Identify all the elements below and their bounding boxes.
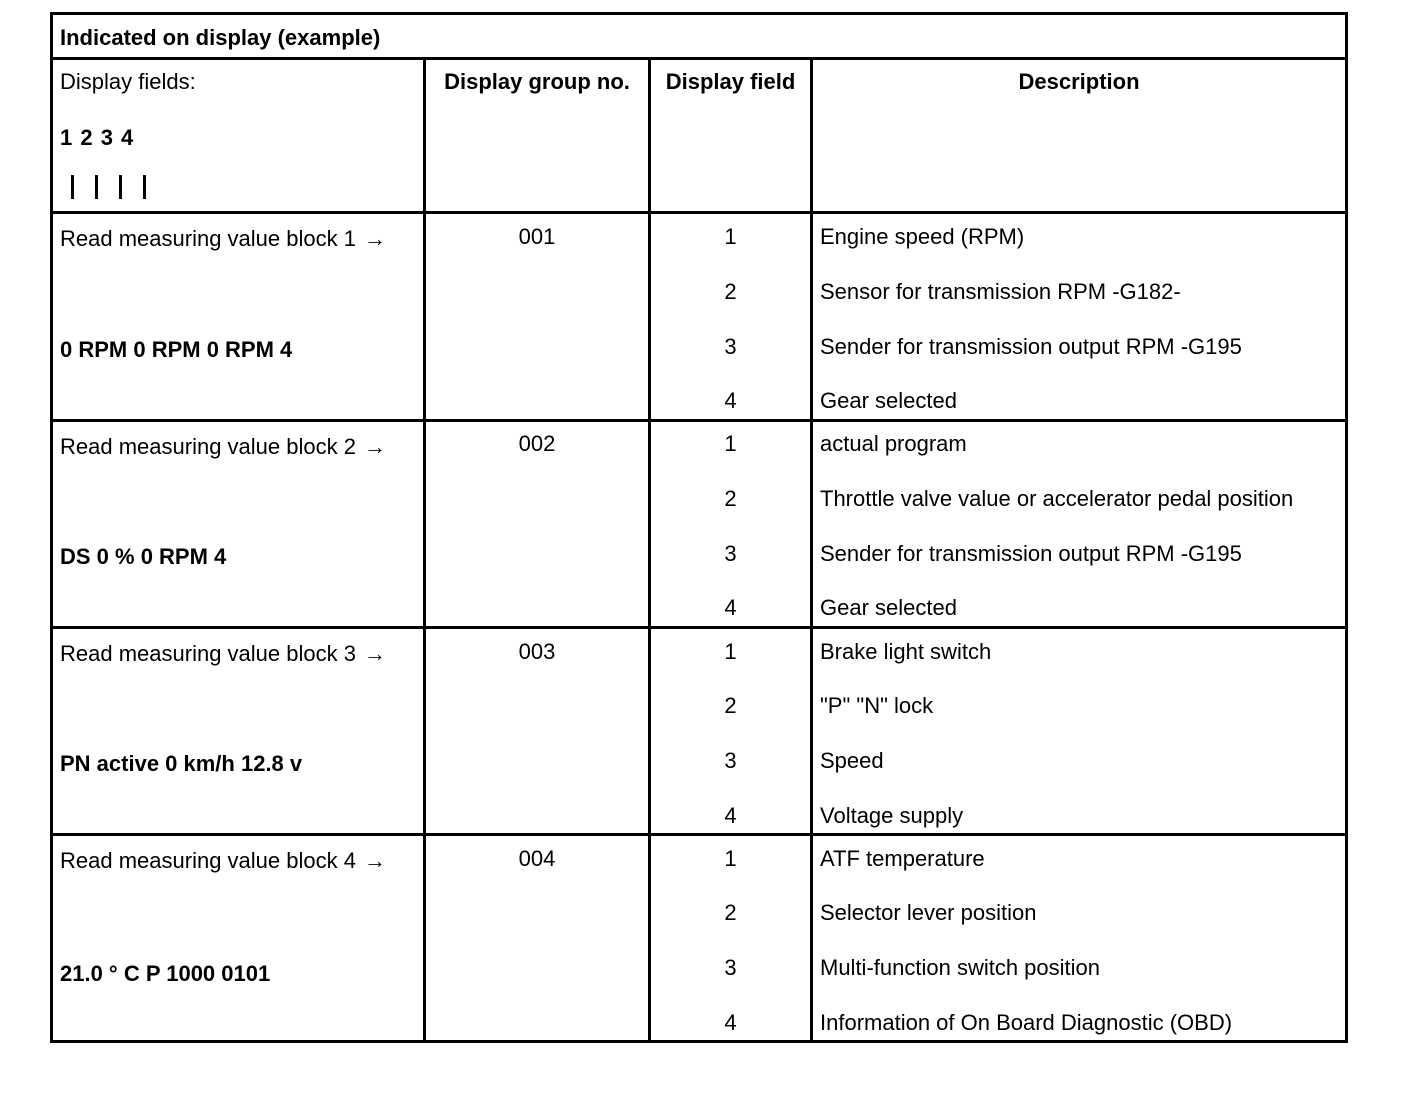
block-2-field-1: 1 — [724, 431, 737, 456]
block-2-desc-4: Gear selected — [820, 595, 957, 620]
field-pointer-3 — [119, 175, 122, 199]
block-1-desc-2: Sensor for transmission RPM -G182- — [820, 279, 1181, 304]
block-1-group: 001 — [518, 224, 556, 249]
block-2-field-4: 4 — [724, 595, 737, 620]
header-display-field: Display field — [665, 69, 796, 94]
arrow-right-icon: → — [363, 226, 386, 251]
block-2-field-3: 3 — [724, 541, 737, 566]
block-4-field-4: 4 — [724, 1010, 737, 1035]
block-1-field-1: 1 — [724, 224, 737, 249]
block-3-field-1: 1 — [724, 639, 737, 664]
header-display-fields: Display fields: — [60, 69, 196, 94]
block-4-label: Read measuring value block 4 → — [60, 848, 386, 873]
block-2-field-2: 2 — [724, 486, 737, 511]
block-4-field-2: 2 — [724, 900, 737, 925]
block-3-field-4: 4 — [724, 803, 737, 828]
block-4-field-1: 1 — [724, 846, 737, 871]
field-pointer-4 — [143, 175, 146, 199]
block-2-group: 002 — [518, 431, 556, 456]
block-4-group: 004 — [518, 846, 556, 871]
block-divider-3 — [53, 833, 1345, 836]
block-2-desc-2: Throttle valve value or accelerator pedal position — [820, 486, 1294, 511]
header-field-numbers: 1 2 3 4 — [60, 125, 135, 150]
block-1-field-2: 2 — [724, 279, 737, 304]
header-display-group: Display group no. — [444, 69, 630, 94]
table-title: Indicated on display (example) — [60, 25, 381, 50]
block-1-desc-4: Gear selected — [820, 388, 957, 413]
block-4-desc-4: Information of On Board Diagnostic (OBD) — [820, 1010, 1233, 1035]
block-4-desc-2: Selector lever position — [820, 900, 1037, 925]
field-pointer-2 — [95, 175, 98, 199]
block-1-field-4: 4 — [724, 388, 737, 413]
display-group-table — [50, 12, 1348, 1043]
block-1-label: Read measuring value block 1 → — [60, 226, 386, 251]
block-3-label: Read measuring value block 3 → — [60, 641, 386, 666]
block-4-display: 21.0 ° C P 1000 0101 — [60, 961, 271, 986]
block-2-display: DS 0 % 0 RPM 4 — [60, 544, 227, 569]
column-divider-1 — [423, 57, 426, 1040]
arrow-right-icon: → — [363, 848, 386, 873]
block-1-field-3: 3 — [724, 334, 737, 359]
block-4-desc-1: ATF temperature — [820, 846, 985, 871]
block-1-desc-3: Sender for transmission output RPM -G195 — [820, 334, 1242, 359]
block-1-display: 0 RPM 0 RPM 0 RPM 4 — [60, 337, 293, 362]
block-3-display: PN active 0 km/h 12.8 v — [60, 751, 303, 776]
block-3-desc-1: Brake light switch — [820, 639, 992, 664]
title-divider — [53, 57, 1345, 60]
block-divider-1 — [53, 419, 1345, 422]
block-2-desc-3: Sender for transmission output RPM -G195 — [820, 541, 1242, 566]
header-description: Description — [1018, 69, 1140, 94]
block-3-field-2: 2 — [724, 693, 737, 718]
block-3-desc-3: Speed — [820, 748, 884, 773]
arrow-right-icon: → — [363, 434, 386, 459]
block-4-field-3: 3 — [724, 955, 737, 980]
block-3-field-3: 3 — [724, 748, 737, 773]
block-divider-2 — [53, 626, 1345, 629]
column-divider-3 — [810, 57, 813, 1040]
field-pointer-1 — [71, 175, 74, 199]
block-3-group: 003 — [518, 639, 556, 664]
header-divider — [53, 211, 1345, 214]
block-4-desc-3: Multi-function switch position — [820, 955, 1101, 980]
arrow-right-icon: → — [363, 641, 386, 666]
block-3-desc-4: Voltage supply — [820, 803, 964, 828]
block-2-label: Read measuring value block 2 → — [60, 434, 386, 459]
block-3-desc-2: "P" "N" lock — [820, 693, 934, 718]
block-1-desc-1: Engine speed (RPM) — [820, 224, 1025, 249]
block-2-desc-1: actual program — [820, 431, 967, 456]
